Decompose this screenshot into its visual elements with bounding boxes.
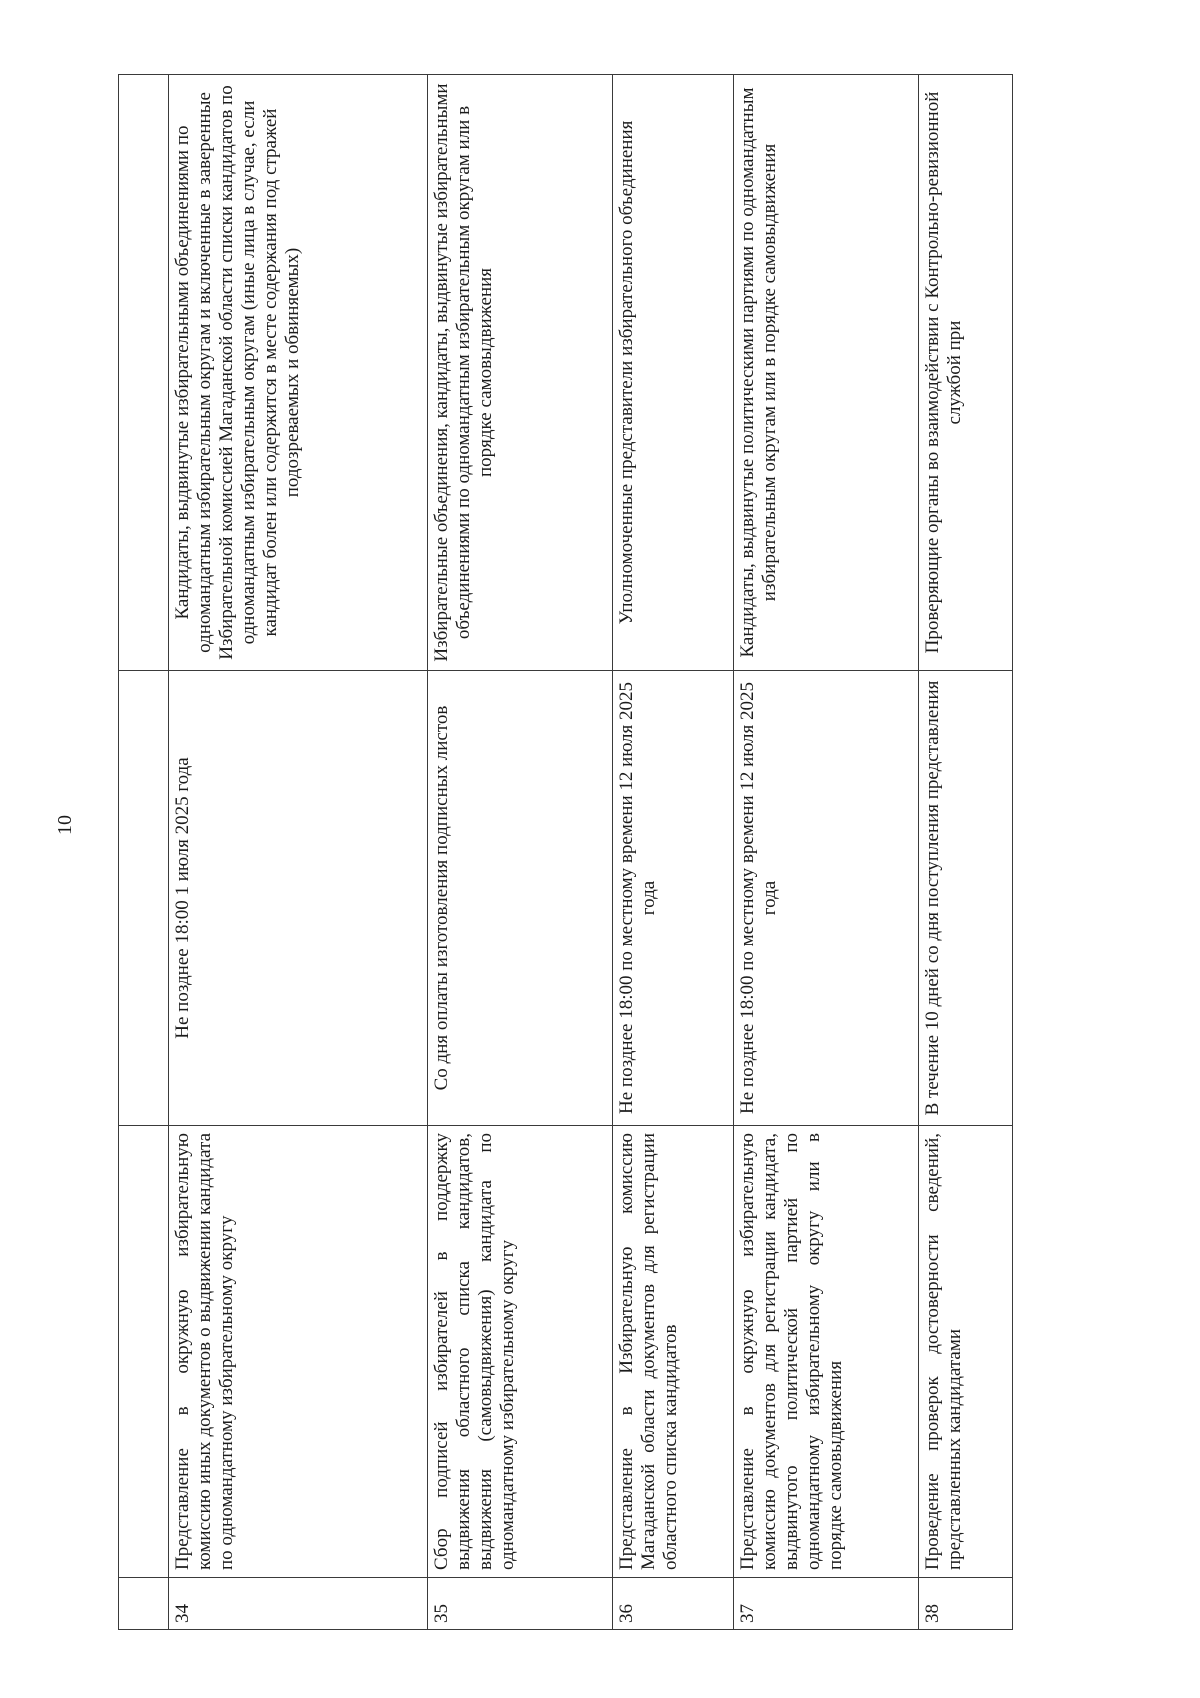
event-cell: Представление в окружную избирательную комиссию иных документов о выдвижении кандидата по одномандатному избирательному округу xyxy=(169,1126,428,1578)
header-cell xyxy=(119,671,169,1126)
executor-cell: Кандидаты, выдвинутые избирательными объединениями по одномандатным избирательным округам и включенные в заверенные Избирательной комиссией Магаданской области списки кандидатов по одномандатным избирательным округам (иные лица в случае, если кандидат болен или содержится в месте содержания под стражей подозреваемых и обвиняемых) xyxy=(169,75,428,671)
executor-cell: Проверяющие органы во взаимодействии с Контрольно-ревизионной службой при xyxy=(919,75,1013,671)
header-cell xyxy=(119,1126,169,1578)
executor-cell: Кандидаты, выдвинутые политическими партиями по одномандатным избирательным округам или в порядке самовыдвижения xyxy=(733,75,918,671)
header-cell xyxy=(119,75,169,671)
event-cell: Представление в Избирательную комиссию Магаданской области документов для регистрации областного списка кандидатов xyxy=(612,1126,733,1578)
table-row xyxy=(733,75,918,1630)
row-number: 35 xyxy=(427,1578,612,1630)
row-number: 37 xyxy=(733,1578,918,1630)
page-number: 10 xyxy=(54,815,76,835)
table-row xyxy=(169,75,428,1630)
row-number: 38 xyxy=(919,1578,1013,1630)
term-cell: Со дня оплаты изготовления подписных листов xyxy=(427,671,612,1126)
table-row xyxy=(612,75,733,1630)
term-cell: Не позднее 18:00 по местному времени 12 июля 2025 года xyxy=(612,671,733,1126)
schedule-table xyxy=(118,74,1013,1630)
table-row xyxy=(427,75,612,1630)
table-row xyxy=(919,75,1013,1630)
row-number: 36 xyxy=(612,1578,733,1630)
term-cell: В течение 10 дней со дня поступления представления xyxy=(919,671,1013,1126)
header-cell xyxy=(119,1578,169,1630)
executor-cell: Уполномоченные представители избирательного объединения xyxy=(612,75,733,671)
event-cell: Представление в окружную избирательную комиссию документов для регистрации кандидата, выдвинутого политической партией по одномандатному избирательному округу или в порядке самовыдвижения xyxy=(733,1126,918,1578)
table-header-row xyxy=(119,75,169,1630)
executor-cell: Избирательные объединения, кандидаты, выдвинутые избирательными объединениями по одномандатным избирательным округам или в порядке самовыдвижения xyxy=(427,75,612,671)
event-cell: Проведение проверок достоверности сведений, представленных кандидатами xyxy=(919,1126,1013,1578)
event-cell: Сбор подписей избирателей в поддержку выдвижения областного списка кандидатов, выдвижения (самовыдвижения) кандидата по одномандатному избирательному округу xyxy=(427,1126,612,1578)
row-number: 34 xyxy=(169,1578,428,1630)
schedule-table-container xyxy=(118,75,1013,1630)
term-cell: Не позднее 18:00 1 июля 2025 года xyxy=(169,671,428,1126)
term-cell: Не позднее 18:00 по местному времени 12 июля 2025 года xyxy=(733,671,918,1126)
